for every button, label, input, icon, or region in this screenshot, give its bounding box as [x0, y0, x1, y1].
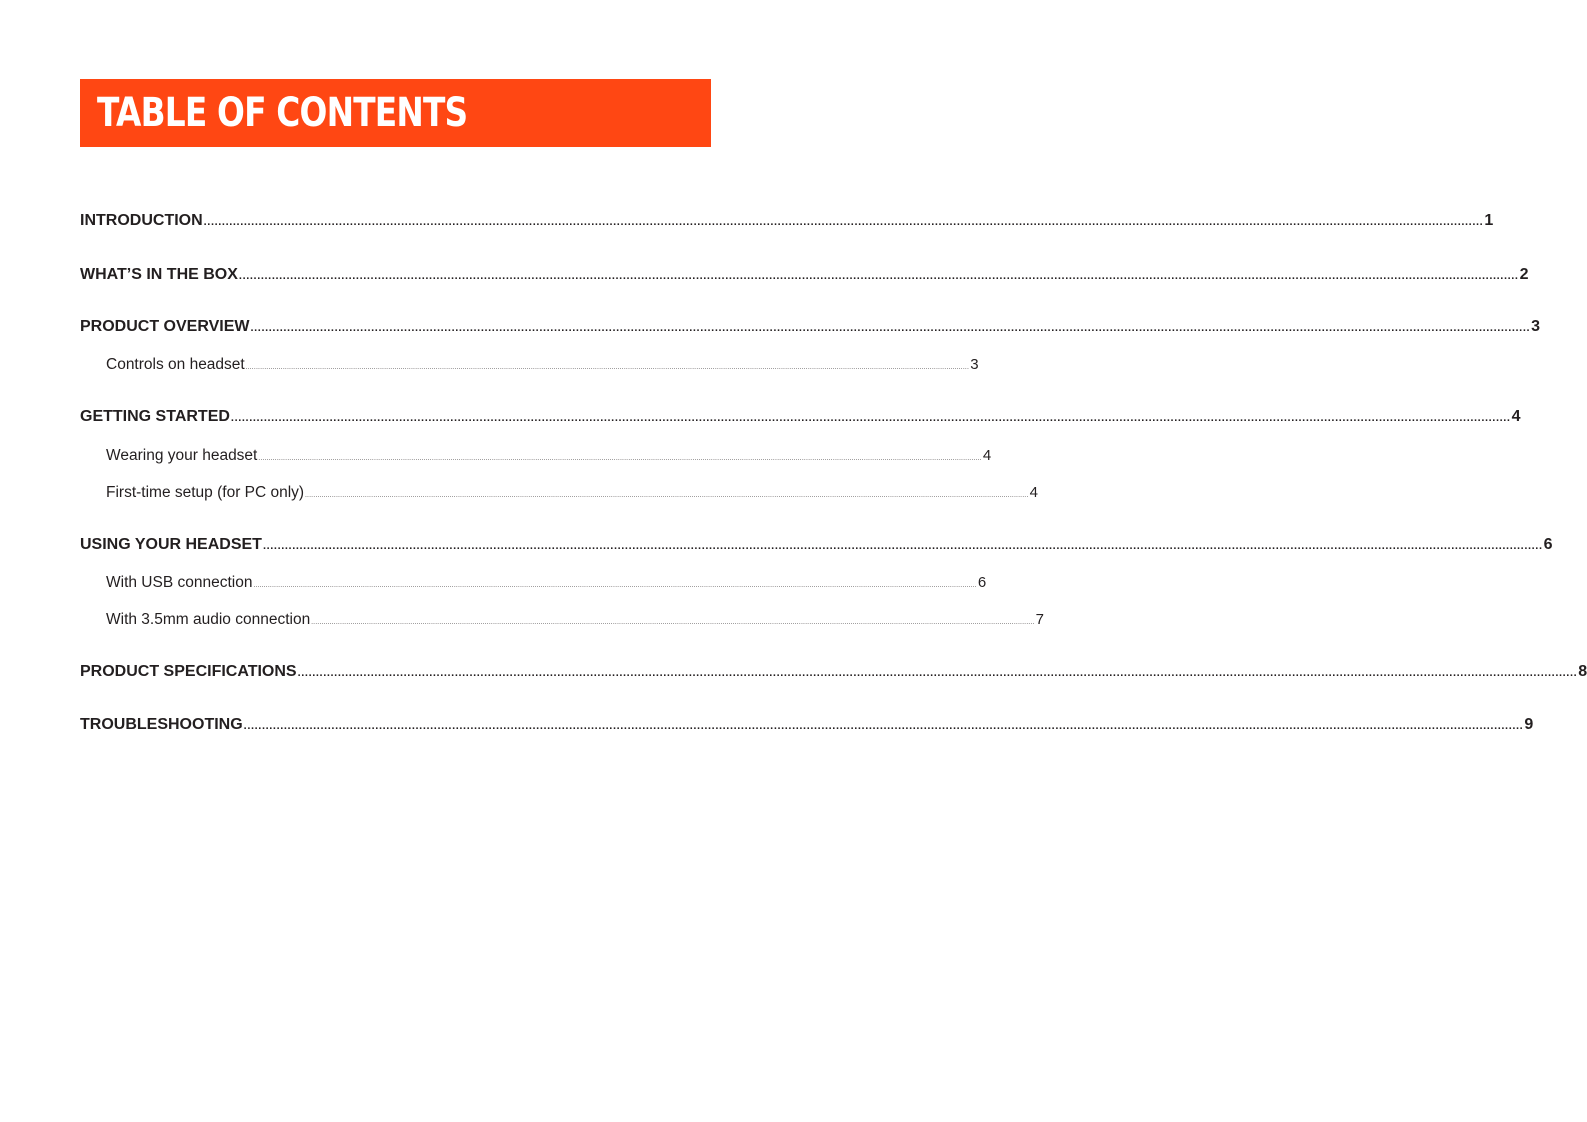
toc-page-number: 1 [1484, 212, 1494, 229]
toc-entry-troubleshooting[interactable] [80, 716, 1534, 734]
dot-leader: .............................................................................................................................................................................................................................................................................................................................................................. [297, 667, 1578, 679]
dot-leader: .............................................................................................................................................................................................................................................................................................................................................................. [230, 412, 1511, 424]
toc-entry-product-overview[interactable] [80, 318, 1541, 336]
toc-entry-label: INTRODUCTION [80, 212, 203, 229]
dot-leader: .............................................................................................................................................................................................................................................................................................................................................................. [238, 270, 1519, 282]
toc-page-number: 6 [977, 574, 987, 591]
toc-entry-label: With USB connection [106, 574, 253, 591]
toc-entry-using-your-headset[interactable] [80, 536, 1553, 554]
dot-leader: .............................................................................................................................................................................................................................................................................................................................................................. [311, 620, 1035, 626]
toc-entry-label: USING YOUR HEADSET [80, 536, 262, 553]
toc-subentry-with-35mm-audio-connection[interactable] [106, 611, 1044, 629]
toc-entry-label: With 3.5mm audio connection [106, 611, 311, 628]
dot-leader: .............................................................................................................................................................................................................................................................................................................................................................. [203, 216, 1484, 228]
dot-leader: .............................................................................................................................................................................................................................................................................................................................................................. [258, 456, 982, 462]
dot-leader: .............................................................................................................................................................................................................................................................................................................................................................. [245, 365, 970, 371]
page-title: TABLE OF CONTENTS [97, 90, 468, 136]
toc-subentry-first-time-setup[interactable] [106, 484, 1038, 502]
toc-page-number: 6 [1543, 536, 1553, 553]
toc-entry-label: Wearing your headset [106, 447, 258, 464]
toc-page-number: 7 [1035, 611, 1044, 628]
toc-subentry-with-usb-connection[interactable] [106, 574, 987, 592]
toc-entry-label: First-time setup (for PC only) [106, 484, 305, 501]
toc-page-number: 4 [1029, 484, 1038, 501]
dot-leader: .............................................................................................................................................................................................................................................................................................................................................................. [253, 583, 977, 589]
toc-subentry-controls-on-headset[interactable] [106, 356, 979, 374]
toc-entry-introduction[interactable] [80, 212, 1494, 230]
toc-page-number: 8 [1578, 663, 1587, 680]
title-banner [80, 79, 711, 147]
toc-page-number: 4 [1511, 408, 1521, 425]
toc-entry-label: Controls on headset [106, 356, 245, 373]
toc-entry-label: WHAT’S IN THE BOX [80, 266, 238, 283]
toc-page-number: 3 [970, 356, 979, 373]
dot-leader: .............................................................................................................................................................................................................................................................................................................................................................. [262, 540, 1543, 552]
toc-entry-label: PRODUCT SPECIFICATIONS [80, 663, 297, 680]
toc-subentry-wearing-your-headset[interactable] [106, 447, 992, 465]
dot-leader: .............................................................................................................................................................................................................................................................................................................................................................. [250, 322, 1531, 334]
toc-entry-label: GETTING STARTED [80, 408, 230, 425]
toc-page-number: 2 [1519, 266, 1529, 283]
dot-leader: .............................................................................................................................................................................................................................................................................................................................................................. [305, 493, 1029, 499]
toc-page-number: 3 [1531, 318, 1541, 335]
toc-page-number: 9 [1524, 716, 1534, 733]
toc-entry-label: PRODUCT OVERVIEW [80, 318, 250, 335]
toc-page-number: 4 [982, 447, 992, 464]
toc-entry-whats-in-the-box[interactable] [80, 266, 1529, 284]
toc-entry-label: TROUBLESHOOTING [80, 716, 243, 733]
toc-entry-product-specifications[interactable] [80, 663, 1587, 681]
dot-leader: .............................................................................................................................................................................................................................................................................................................................................................. [243, 720, 1524, 732]
toc-entry-getting-started[interactable] [80, 408, 1521, 426]
